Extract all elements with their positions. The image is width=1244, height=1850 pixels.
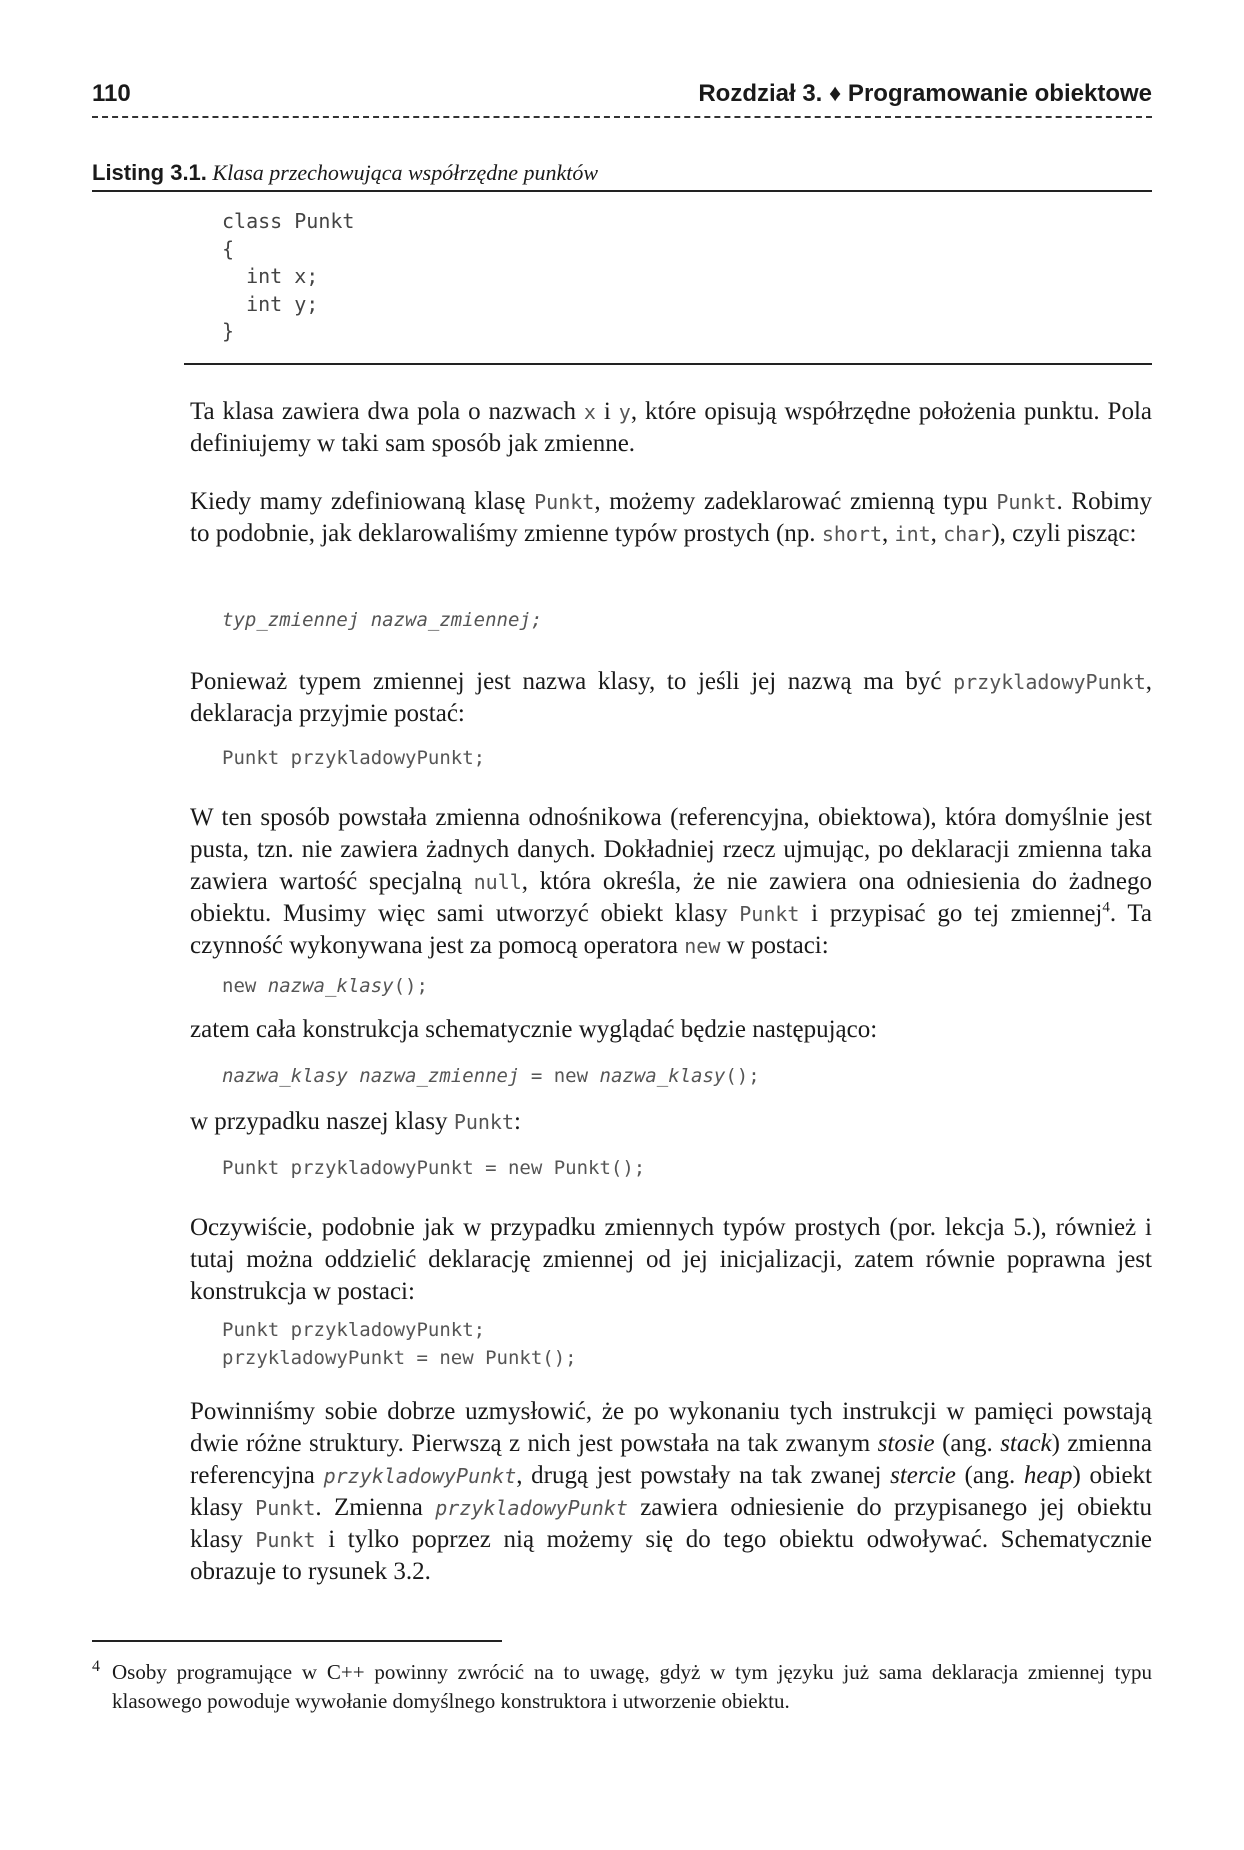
inline-code-short: short [821,522,883,546]
header-divider [92,116,1152,118]
inline-code-przykladowypunkt: przykladowyPunkt [323,1464,517,1488]
inline-code-punkt: Punkt [453,1110,515,1134]
chapter-title: Rozdział 3. ♦ Programowanie obiektowe [698,80,1152,107]
paragraph-2: Kiedy mamy zdefiniowaną klasę Punkt, możemy zadeklarować zmienną typu Punkt. Robimy to podobnie, jak deklarowaliśmy zmienne typów prostych (np. short, int, char), czyli pisząc: [190,488,1152,547]
paragraph-4: W ten sposób powstała zmienna odnośnikowa (referencyjna, obiektowa), która domyślnie jest pusta, tzn. nie zawiera żadnych danych. Dokładniej rzecz ujmując, po deklaracji zmienna taka zawiera wartość specjalną null, która określa, że nie zawiera ona odniesienia do żadnego obiektu. Musimy więc sami utworzyć obiekt klasy Punkt i przypisać go tej zmiennej$^4$. Ta czynność wykonywana jest za pomocą operatora new w postaci: [190,804,1153,959]
code-example-6: Punkt przykladowyPunkt; przykladowyPunkt = new Punkt(); [222,1319,577,1369]
footnote-reference: 4 [1102,899,1110,916]
paragraph-8: Powinniśmy sobie dobrze uzmysłowić, że po wykonaniu tych instrukcji w pamięci powstają dwie różne struktury. Pierwszą z nich jest powstała na tak zwanym stosie (ang. stack) zmienna referencyjna przykladowyPunkt, drugą jest powstały na tak zwanej stercie (ang. heap) obiekt klasy Punkt. Zmienna przykladowyPunkt zawiera odniesienie do przypisanego jej obiektu klasy Punkt i tylko poprzez nią możemy się do tego obiektu odwoływać. Schematycznie obrazuje to rysunek 3.2. [190,1398,1153,1585]
paragraph-3: Ponieważ typem zmiennej jest nazwa klasy, to jeśli jej nazwą ma być przykladowyPunkt, deklaracja przyjmie postać: [190,668,1152,727]
code-example-1: typ_zmiennej nazwa_zmiennej; [222,609,543,631]
inline-code-punkt: Punkt [534,490,595,514]
page-number: 110 [92,80,131,107]
inline-code-punkt: Punkt [255,1528,316,1552]
listing-caption [92,160,1152,186]
inline-code-przykladowypunkt: przykladowyPunkt [953,670,1146,694]
inline-code-punkt: Punkt [739,902,800,926]
inline-code-y: y [618,400,631,424]
inline-code-new: new [684,934,721,958]
listing-label: Listing 3.1. [92,160,207,185]
emphasis-stack: stack [1000,1430,1052,1457]
inline-code-punkt: Punkt [996,490,1057,514]
code-example-5: Punkt przykladowyPunkt = new Punkt(); [222,1157,646,1179]
inline-code-int: int [894,522,931,546]
listing-code: class Punkt { int x; int y; } [222,209,355,343]
inline-code-null: null [473,870,522,894]
code-example-3: new nazwa_klasy(); [222,975,428,997]
emphasis-stercie: stercie [890,1462,956,1489]
code-example-2: Punkt przykladowyPunkt; [222,747,486,769]
listing-caption-text: Klasa przechowująca współrzędne punktów [212,160,599,185]
emphasis-stosie: stosie [877,1430,935,1457]
inline-code-char: char [943,522,992,546]
running-header [92,76,1152,116]
inline-code-przykladowypunkt: przykladowyPunkt [435,1496,628,1520]
code-example-4: nazwa_klasy nazwa_zmiennej = new nazwa_klasy(); [222,1065,760,1087]
footnote-number: 4 [92,1658,100,1675]
paragraph-6: w przypadku naszej klasy Punkt: [190,1108,521,1135]
paragraph-1: Ta klasa zawiera dwa pola o nazwach x i y, które opisują współrzędne położenia punktu. Pola definiujemy w taki sam sposób jak zmienne. [190,398,1152,457]
paragraph-5: zatem cała konstrukcja schematycznie wyglądać będzie następująco: [190,1016,878,1043]
inline-code-x: x [583,400,596,424]
inline-code-punkt: Punkt [255,1496,316,1520]
listing-top-rule [92,190,1152,192]
paragraph-7: Oczywiście, podobnie jak w przypadku zmiennych typów prostych (por. lekcja 5.), również i tutaj można oddzielić deklarację zmiennej od jej inicjalizacji, zatem równie poprawna jest konstrukcja w postaci: [190,1214,1152,1305]
footnote-text: Osoby programujące w C++ powinny zwrócić na to uwagę, gdyż w tym języku już sama deklaracja zmiennej typu klasowego powoduje wywołanie domyślnego konstruktora i utworzenie obiektu. [112,1660,1152,1713]
footnote-divider [92,1640,502,1642]
emphasis-heap: heap [1023,1462,1073,1489]
listing-bottom-rule [184,363,1152,365]
footnote [92,1658,1152,1716]
